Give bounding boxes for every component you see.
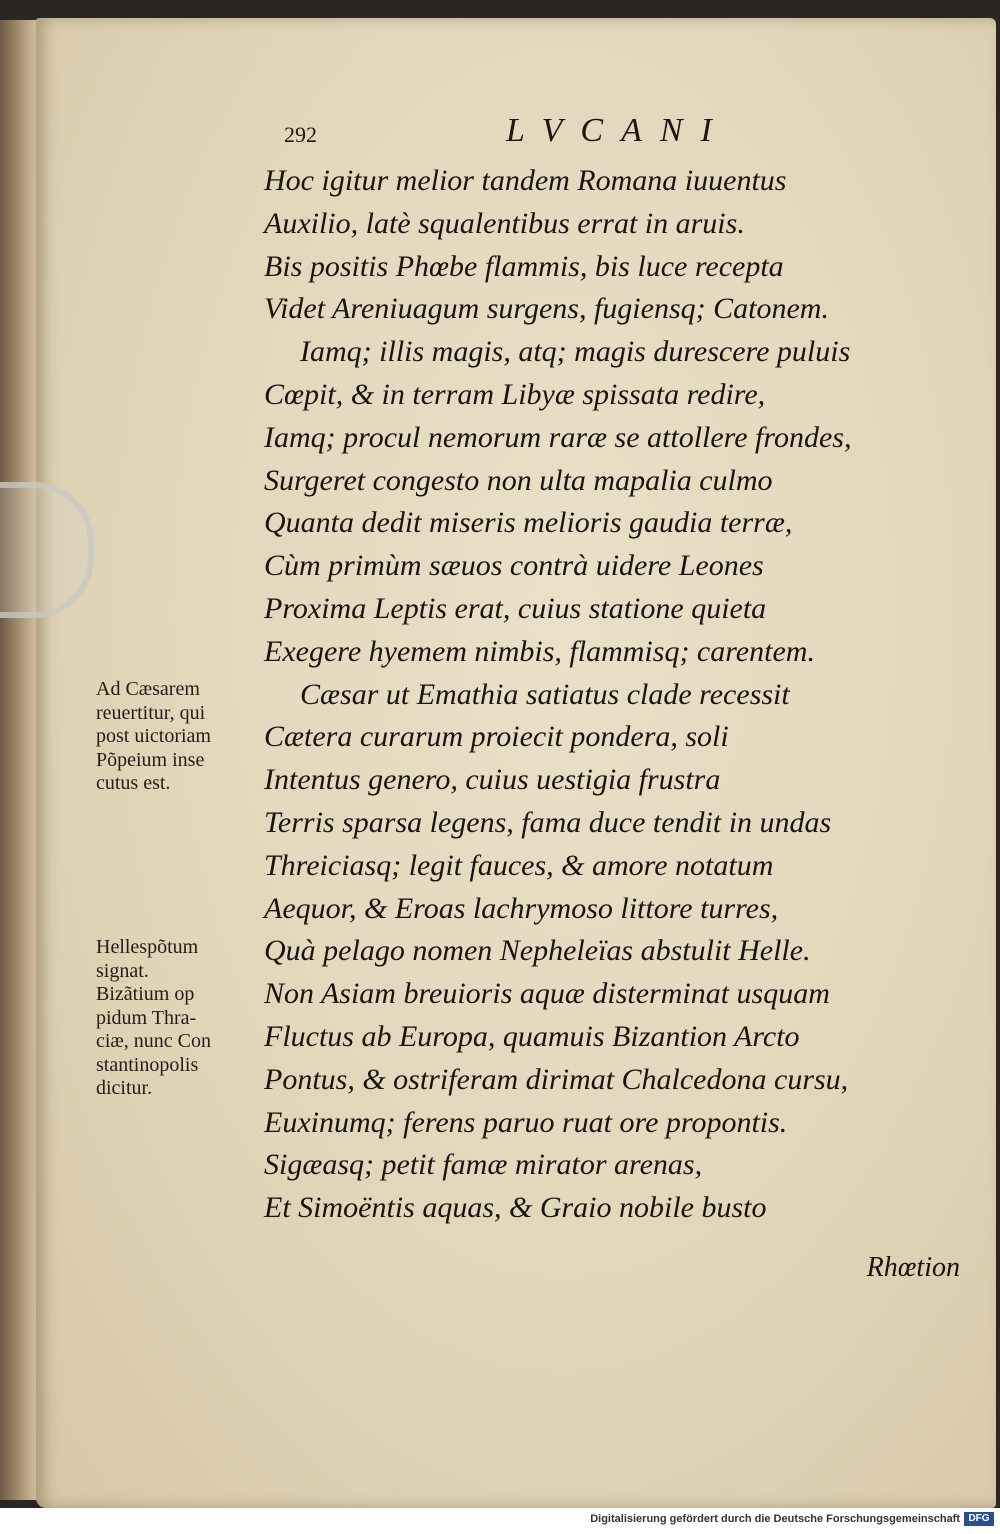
verse-line: Surgeret congesto non ulta mapalia culmo xyxy=(264,463,773,497)
verse-line: Aequor, & Eroas lachrymoso littore turres, xyxy=(264,891,779,925)
verse-line: Terris sparsa legens, fama duce tendit in undas xyxy=(264,805,832,839)
verse-line: Et Simoëntis aquas, & Graio nobile busto xyxy=(264,1191,767,1225)
catchword: Rhœtion xyxy=(866,1252,960,1283)
verse-line: Bis positis Phœbe flammis, bis luce recepta xyxy=(264,249,784,283)
margin-note-line: Ad Cæsarem xyxy=(96,678,200,700)
verse-line: Videt Areniuagum surgens, fugiensq; Catonem. xyxy=(264,292,829,326)
verse-line: Euxinumq; ferens paruo ruat ore propontis. xyxy=(264,1105,788,1139)
margin-note-line: reuertitur, qui xyxy=(96,701,206,724)
margin-note-line: Hellespõtum xyxy=(96,936,199,958)
verse-line: Fluctus ab Europa, quamuis Bizantion Arcto xyxy=(264,1019,800,1053)
margin-note-line: post uictoriam xyxy=(96,725,211,747)
verse-line: Quanta dedit miseris melioris gaudia terræ, xyxy=(264,506,793,540)
verse-line: Exegere hyemem nimbis, flammisq; carentem. xyxy=(264,634,815,668)
verse-line: Hoc igitur melior tandem Romana iuuentus xyxy=(264,164,787,197)
margin-note xyxy=(96,936,271,1101)
footer-credit: Digitalisierung gefördert durch die Deutsche Forschungsgemeinschaft xyxy=(590,1513,960,1525)
margin-note-line: signat. xyxy=(96,959,149,982)
verse-line: Auxilio, latè squalentibus errat in aruis. xyxy=(264,206,745,240)
verse-line: Intentus genero, cuius uestigia frustra xyxy=(264,763,721,797)
verse-line: Quà pelago nomen Nepheleïas abstulit Helle. xyxy=(264,934,811,968)
verse-line: Iamq; procul nemorum raræ se attollere frondes, xyxy=(264,420,852,454)
margin-note-line: pidum Thra- xyxy=(96,1006,197,1029)
verse-line: Threiciasq; legit fauces, & amore notatum xyxy=(264,848,774,882)
page-number: 292 xyxy=(284,122,317,147)
verse-line: Pontus, & ostriferam dirimat Chalcedona cursu, xyxy=(264,1062,849,1096)
margin-note xyxy=(96,678,271,796)
running-head-title: LVCANI xyxy=(506,112,730,149)
margin-note-line: cutus est. xyxy=(96,772,171,794)
verse-line: Cætera curarum proiecit pondera, soli xyxy=(264,720,729,754)
verse-column xyxy=(264,160,964,1230)
verse-line: Cæsar ut Emathia satiatus clade recessit xyxy=(300,677,790,711)
running-head xyxy=(284,112,784,152)
verse-line: Non Asiam breuioris aquæ disterminat usquam xyxy=(264,977,830,1011)
verse-line: Iamq; illis magis, atq; magis durescere puluis xyxy=(300,335,851,369)
verse-line: Sigæasq; petit famæ mirator arenas, xyxy=(264,1148,703,1182)
margin-note-line: Bizãtium op xyxy=(96,983,195,1005)
verse-line: Cùm primùm sæuos contrà uidere Leones xyxy=(264,549,764,583)
margin-note-line: dicitur. xyxy=(96,1077,153,1099)
margin-note-line: stantinopolis xyxy=(96,1053,199,1076)
margin-note-line: ciæ, nunc Con xyxy=(96,1030,211,1052)
dfg-logo: DFG xyxy=(964,1512,994,1526)
margin-note-line: Põpeium inse xyxy=(96,748,205,771)
verse-line: Cœpit, & in terram Libyæ spissata redire, xyxy=(264,377,766,411)
verse-line: Proxima Leptis erat, cuius statione quieta xyxy=(264,591,767,625)
